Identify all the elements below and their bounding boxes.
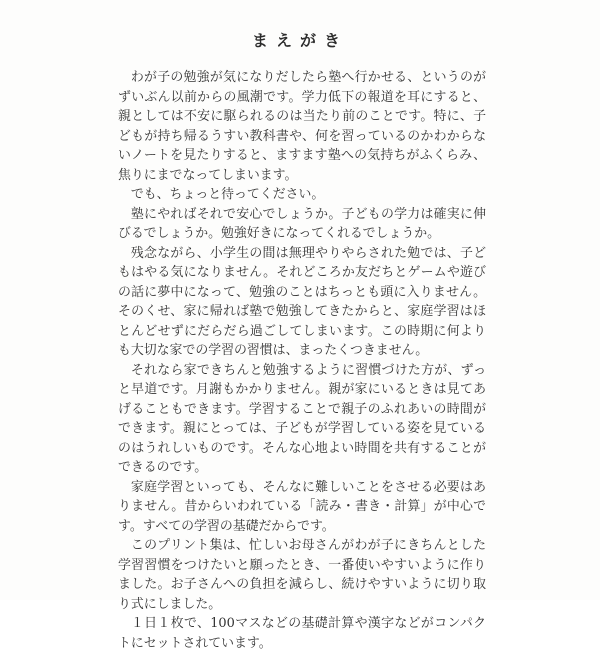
preface-body (118, 68, 486, 653)
paragraph: 残念ながら、小学生の間は無理やりやらされた勉では、子どもはやる気になりません。それどころか友だちとゲームや遊びの話に夢中になって、勉強のことはちっとも頭に入りません。そのくせ、家に帰れば塾で勉強してきたからと、家庭学習はほとんどせずにだらだら過ごしてしまいます。この時期に何よりも大切な家での学習の習慣は、まったくつきません。 (118, 245, 486, 358)
paragraph: でも、ちょっと待ってください。 (130, 187, 325, 202)
paragraph: わが子の勉強が気になりだしたら塾へ行かせる、というのがずいぶん以前からの風潮です。学力低下の報道を耳にすると、親としては不安に駆られるのは当たり前のことです。特に、子どもが持ち帰るうすい教科書や、何を習っているのかわからないノートを見たりすると、ますます塾への気持ちがふくらみ、焦りにまでなってしまいます。 (118, 70, 486, 183)
page-title: まえがき (251, 31, 348, 50)
paragraph: このプリント集は、忙しいお母さんがわが子にきちんとした学習習慣をつけたいと願ったとき、一番使いやすいように作りました。お子さんへの負担を減らし、続けやすいように切り取り式にしました。 (118, 538, 486, 612)
paragraph: 家庭学習といっても、そんなに難しいことをさせる必要はありません。昔からいわれている「読み・書き・計算」が中心です。すべての学習の基礎だからです。 (118, 479, 486, 534)
paragraph: １日１枚で、100マスなどの基礎計算や漢字などがコンパクトにセットされています。 (118, 616, 486, 651)
paragraph: 塾にやればそれで安心でしょうか。子どもの学力は確実に伸びるでしょうか。勉強好きになってくれるでしょうか。 (118, 206, 486, 241)
paragraph: それなら家できちんと勉強するように習慣づけた方が、ずっと早道です。月謝もかかりません。親が家にいるときは見てあげることもできます。学習することで親子のふれあいの時間ができます。親にとっては、子どもが学習している姿を見ているのはうれしいものです。そんな心地よい時間を共有することができるのです。 (118, 362, 486, 475)
